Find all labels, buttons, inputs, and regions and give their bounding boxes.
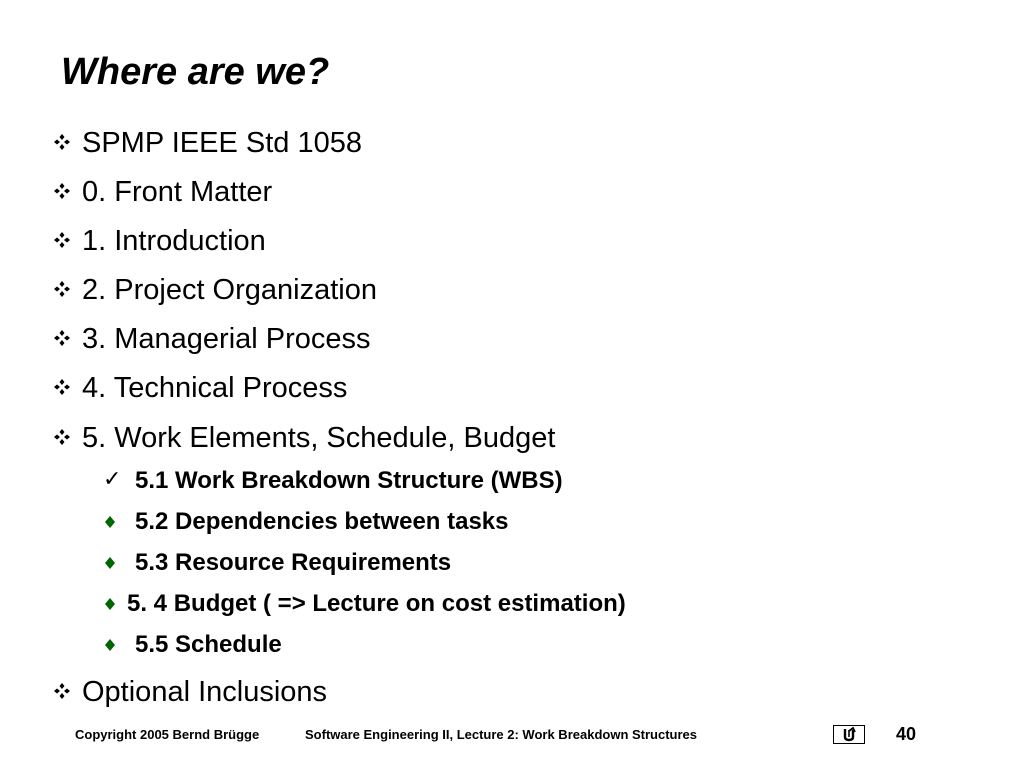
sub-bullet-text: 5.5 Schedule bbox=[135, 631, 282, 658]
bullet-text: 3. Managerial Process bbox=[82, 323, 371, 355]
slide-footer bbox=[75, 726, 698, 744]
navigation-return-button[interactable] bbox=[833, 725, 865, 744]
four-diamond-bullet-icon bbox=[53, 182, 71, 200]
sub-bullet-text: 5. 4 Budget ( => Lecture on cost estimation) bbox=[127, 590, 626, 617]
four-diamond-bullet-icon bbox=[53, 231, 71, 249]
bullet-text: 4. Technical Process bbox=[82, 372, 348, 404]
sub-bullet-text: 5.1 Work Breakdown Structure (WBS) bbox=[135, 467, 563, 494]
bullet-text: 2. Project Organization bbox=[82, 274, 377, 306]
four-diamond-bullet-icon bbox=[53, 378, 71, 396]
four-diamond-bullet-icon bbox=[53, 682, 71, 700]
checkmark-icon: ✓ bbox=[103, 467, 122, 492]
sub-bullet-text: 5.2 Dependencies between tasks bbox=[135, 508, 509, 535]
bullet-text: SPMP IEEE Std 1058 bbox=[82, 127, 362, 159]
page-number: 40 bbox=[896, 724, 917, 744]
slide-title: Where are we? bbox=[61, 51, 330, 93]
footer-copyright: Copyright 2005 Bernd Brügge bbox=[75, 727, 260, 742]
green-diamond-bullet-icon bbox=[103, 597, 117, 611]
bullet-text: 0. Front Matter bbox=[82, 176, 273, 208]
green-diamond-bullet-icon bbox=[103, 556, 117, 570]
green-diamond-bullet-icon bbox=[103, 515, 117, 529]
navigation-return-icon bbox=[834, 726, 864, 743]
four-diamond-bullet-icon bbox=[53, 280, 71, 298]
four-diamond-bullet-icon bbox=[53, 133, 71, 151]
bullet-text: Optional Inclusions bbox=[82, 676, 328, 708]
four-diamond-bullet-icon bbox=[53, 428, 71, 446]
bullet-text: 5. Work Elements, Schedule, Budget bbox=[82, 422, 556, 454]
sub-bullet-text: 5.3 Resource Requirements bbox=[135, 549, 452, 576]
green-diamond-bullet-icon bbox=[103, 638, 117, 652]
bullet-text: 1. Introduction bbox=[82, 225, 266, 257]
four-diamond-bullet-icon bbox=[53, 329, 71, 347]
footer-course-title: Software Engineering II, Lecture 2: Work Breakdown Structures bbox=[305, 727, 698, 742]
